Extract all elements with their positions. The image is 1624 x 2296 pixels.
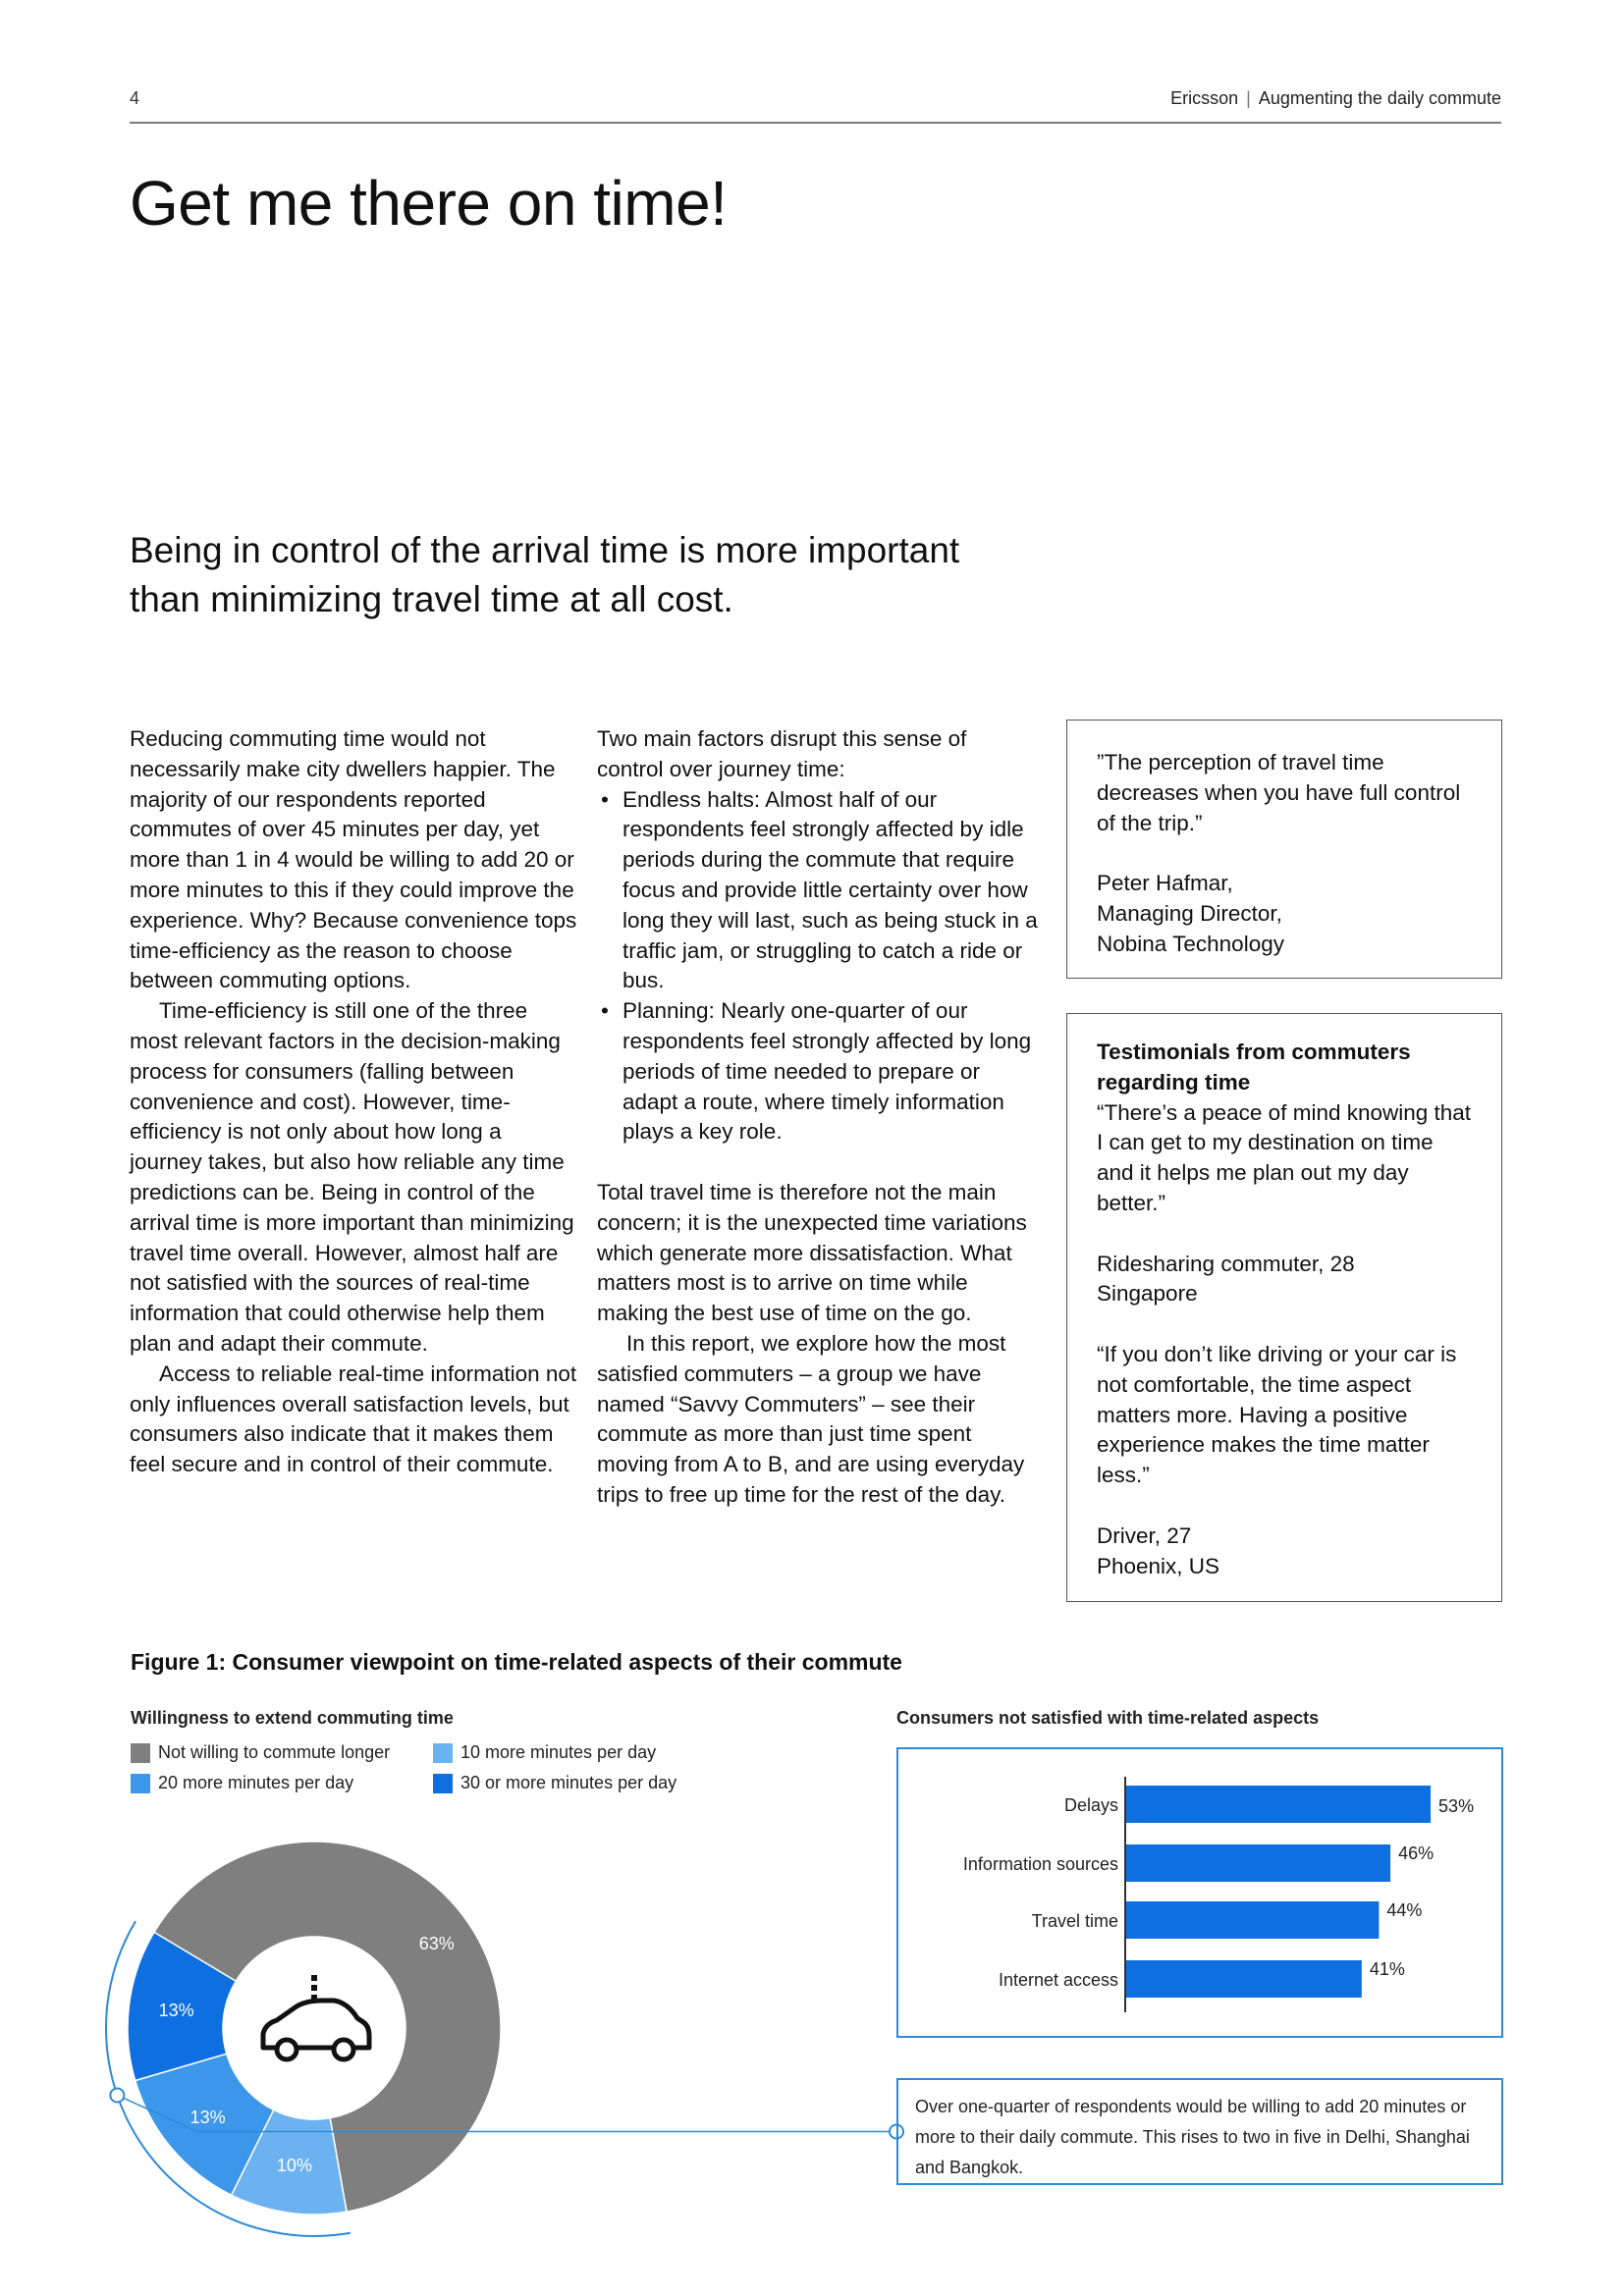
figure-title: Figure 1: Consumer viewpoint on time-related aspects of their commute [131, 1649, 902, 1675]
body-paragraph: Total travel time is therefore not the main concern; it is the unexpected time variations which generate more dissatisfaction. What matters most is to arrive on time while making the best use of time on the go. [597, 1179, 1027, 1326]
list-item: • Planning: Nearly one-quarter of our respondents feel strongly affected by long periods of time needed to prepare or adapt a route, where timely information plays a key role. [597, 996, 1039, 1148]
quote-box [1066, 720, 1502, 979]
quote-author-org: Nobina Technology [1097, 931, 1284, 956]
quote-author-role: Managing Director, [1097, 900, 1282, 926]
header-separator: | [1246, 88, 1251, 108]
factor-list [597, 785, 1039, 1148]
bar-value-label: 53% [1438, 1796, 1475, 1816]
body-paragraph: Access to reliable real-time information not only influences overall satisfaction levels, but consumers also indicate that it makes them feel secure and in control of their commute. [130, 1361, 577, 1477]
body-paragraph: Time-efficiency is still one of the three most relevant factors in the decision-making process for consumers (falling between convenience and cost). However, time-efficiency is not only about how long a journey takes, but also how reliable any time predictions can be. Being in control of the arrival time is more important than minimizing travel time overall. However, almost half are not satisfied with the sources of real-time information that could otherwise help them plan and adapt their commute. [130, 998, 574, 1356]
bar-chart-title: Consumers not satisfied with time-related aspects [896, 1708, 1320, 1728]
bar-category-label: Travel time [1031, 1911, 1118, 1931]
testimonial-person: Driver, 27 [1097, 1522, 1192, 1548]
car-icon [263, 1975, 369, 2059]
legend-item-not-willing [131, 1742, 390, 1763]
legend-item-10-minutes [433, 1742, 656, 1763]
page-title: Get me there on time! [130, 168, 728, 239]
bar-information-sources [1126, 1844, 1390, 1882]
bar-internet-access [1126, 1960, 1362, 1998]
running-head [1170, 88, 1501, 109]
testimonials-box [1066, 1013, 1502, 1602]
legend-item-30-minutes [433, 1773, 677, 1793]
body-column-2 [597, 724, 1039, 1511]
page-subtitle: Being in control of the arrival time is more important than minimizing travel time at all cost. [130, 530, 960, 619]
body-paragraph: Two main factors disrupt this sense of control over journey time: [597, 726, 967, 781]
testimonial-place: Singapore [1097, 1281, 1198, 1307]
bar-value-label: 41% [1369, 1959, 1405, 1979]
header-rule [130, 122, 1501, 124]
connector-dot [110, 2088, 124, 2102]
body-column-1 [130, 724, 579, 1480]
bar-value-label: 46% [1398, 1843, 1435, 1863]
legend-swatch [433, 1774, 453, 1793]
donut-data-label: 63% [418, 1934, 455, 1954]
bar-category-label: Internet access [998, 1970, 1118, 1990]
bar-chart [898, 1749, 1501, 2036]
list-item: • Endless halts: Almost half of our respondents feel strongly affected by idle periods during the commute that require focus and provide little certainty over how long they will last, such as being stuck in a traffic jam, or struggling to catch a ride or bus. [597, 785, 1039, 997]
legend-item-20-minutes [131, 1773, 353, 1793]
testimonials-heading: Testimonials from commuters regarding time [1097, 1040, 1411, 1095]
legend-label: Not willing to commute longer [158, 1742, 391, 1762]
legend-swatch [131, 1774, 150, 1793]
quote-text: ”The perception of travel time decreases when you have full control of the trip.” [1097, 750, 1461, 835]
bar-travel-time [1126, 1901, 1379, 1939]
bar-category-label: Delays [1063, 1795, 1118, 1815]
donut-chart-title: Willingness to extend commuting time [131, 1708, 454, 1728]
bar-delays [1126, 1786, 1431, 1823]
testimonial-place: Phoenix, US [1097, 1553, 1220, 1578]
brand-name: Ericsson [1170, 88, 1239, 108]
legend-label: 20 more minutes per day [158, 1773, 354, 1792]
donut-data-label: 13% [189, 2107, 226, 2127]
figure-callout: Over one-quarter of respondents would be willing to add 20 minutes or more to their daily commute. This rises to two in five in Delhi, Shanghai and Bangkok. [896, 2078, 1503, 2185]
body-paragraph: In this report, we explore how the most satisfied commuters – a group we have named “Savvy Commuters” – see their commute as more than just time spent moving from A to B, and are using everyday trips to free up time for the rest of the day. [597, 1330, 1025, 1507]
testimonial-quote: “If you don’t like driving or your car is not comfortable, the time aspect matters more. Having a positive experience makes the time matter less.” [1097, 1341, 1457, 1488]
bar-chart-frame [896, 1747, 1503, 2038]
legend-label: 30 or more minutes per day [460, 1773, 677, 1792]
legend-swatch [131, 1743, 150, 1763]
testimonial-person: Ridesharing commuter, 28 [1097, 1251, 1355, 1276]
report-title: Augmenting the daily commute [1258, 88, 1501, 108]
legend-swatch [433, 1743, 453, 1763]
testimonial-quote: “There’s a peace of mind knowing that I can get to my destination on time and it helps me plan out my day better.” [1097, 1099, 1472, 1215]
page-number: 4 [130, 88, 140, 108]
donut-data-label: 10% [276, 2156, 312, 2176]
donut-data-label: 13% [158, 2001, 194, 2021]
bar-category-label: Information sources [962, 1854, 1118, 1874]
body-paragraph: Reducing commuting time would not necessarily make city dwellers happier. The majority of our respondents reported commutes of over 45 minutes per day, yet more than 1 in 4 would be willing to add 20 or more minutes to this if they could improve the experience. Why? Because convenience tops time-efficiency as the reason to choose between commuting options. [130, 726, 577, 993]
legend-label: 10 more minutes per day [460, 1742, 657, 1762]
bar-value-label: 44% [1386, 1900, 1423, 1920]
quote-author-name: Peter Hafmar, [1097, 871, 1233, 896]
